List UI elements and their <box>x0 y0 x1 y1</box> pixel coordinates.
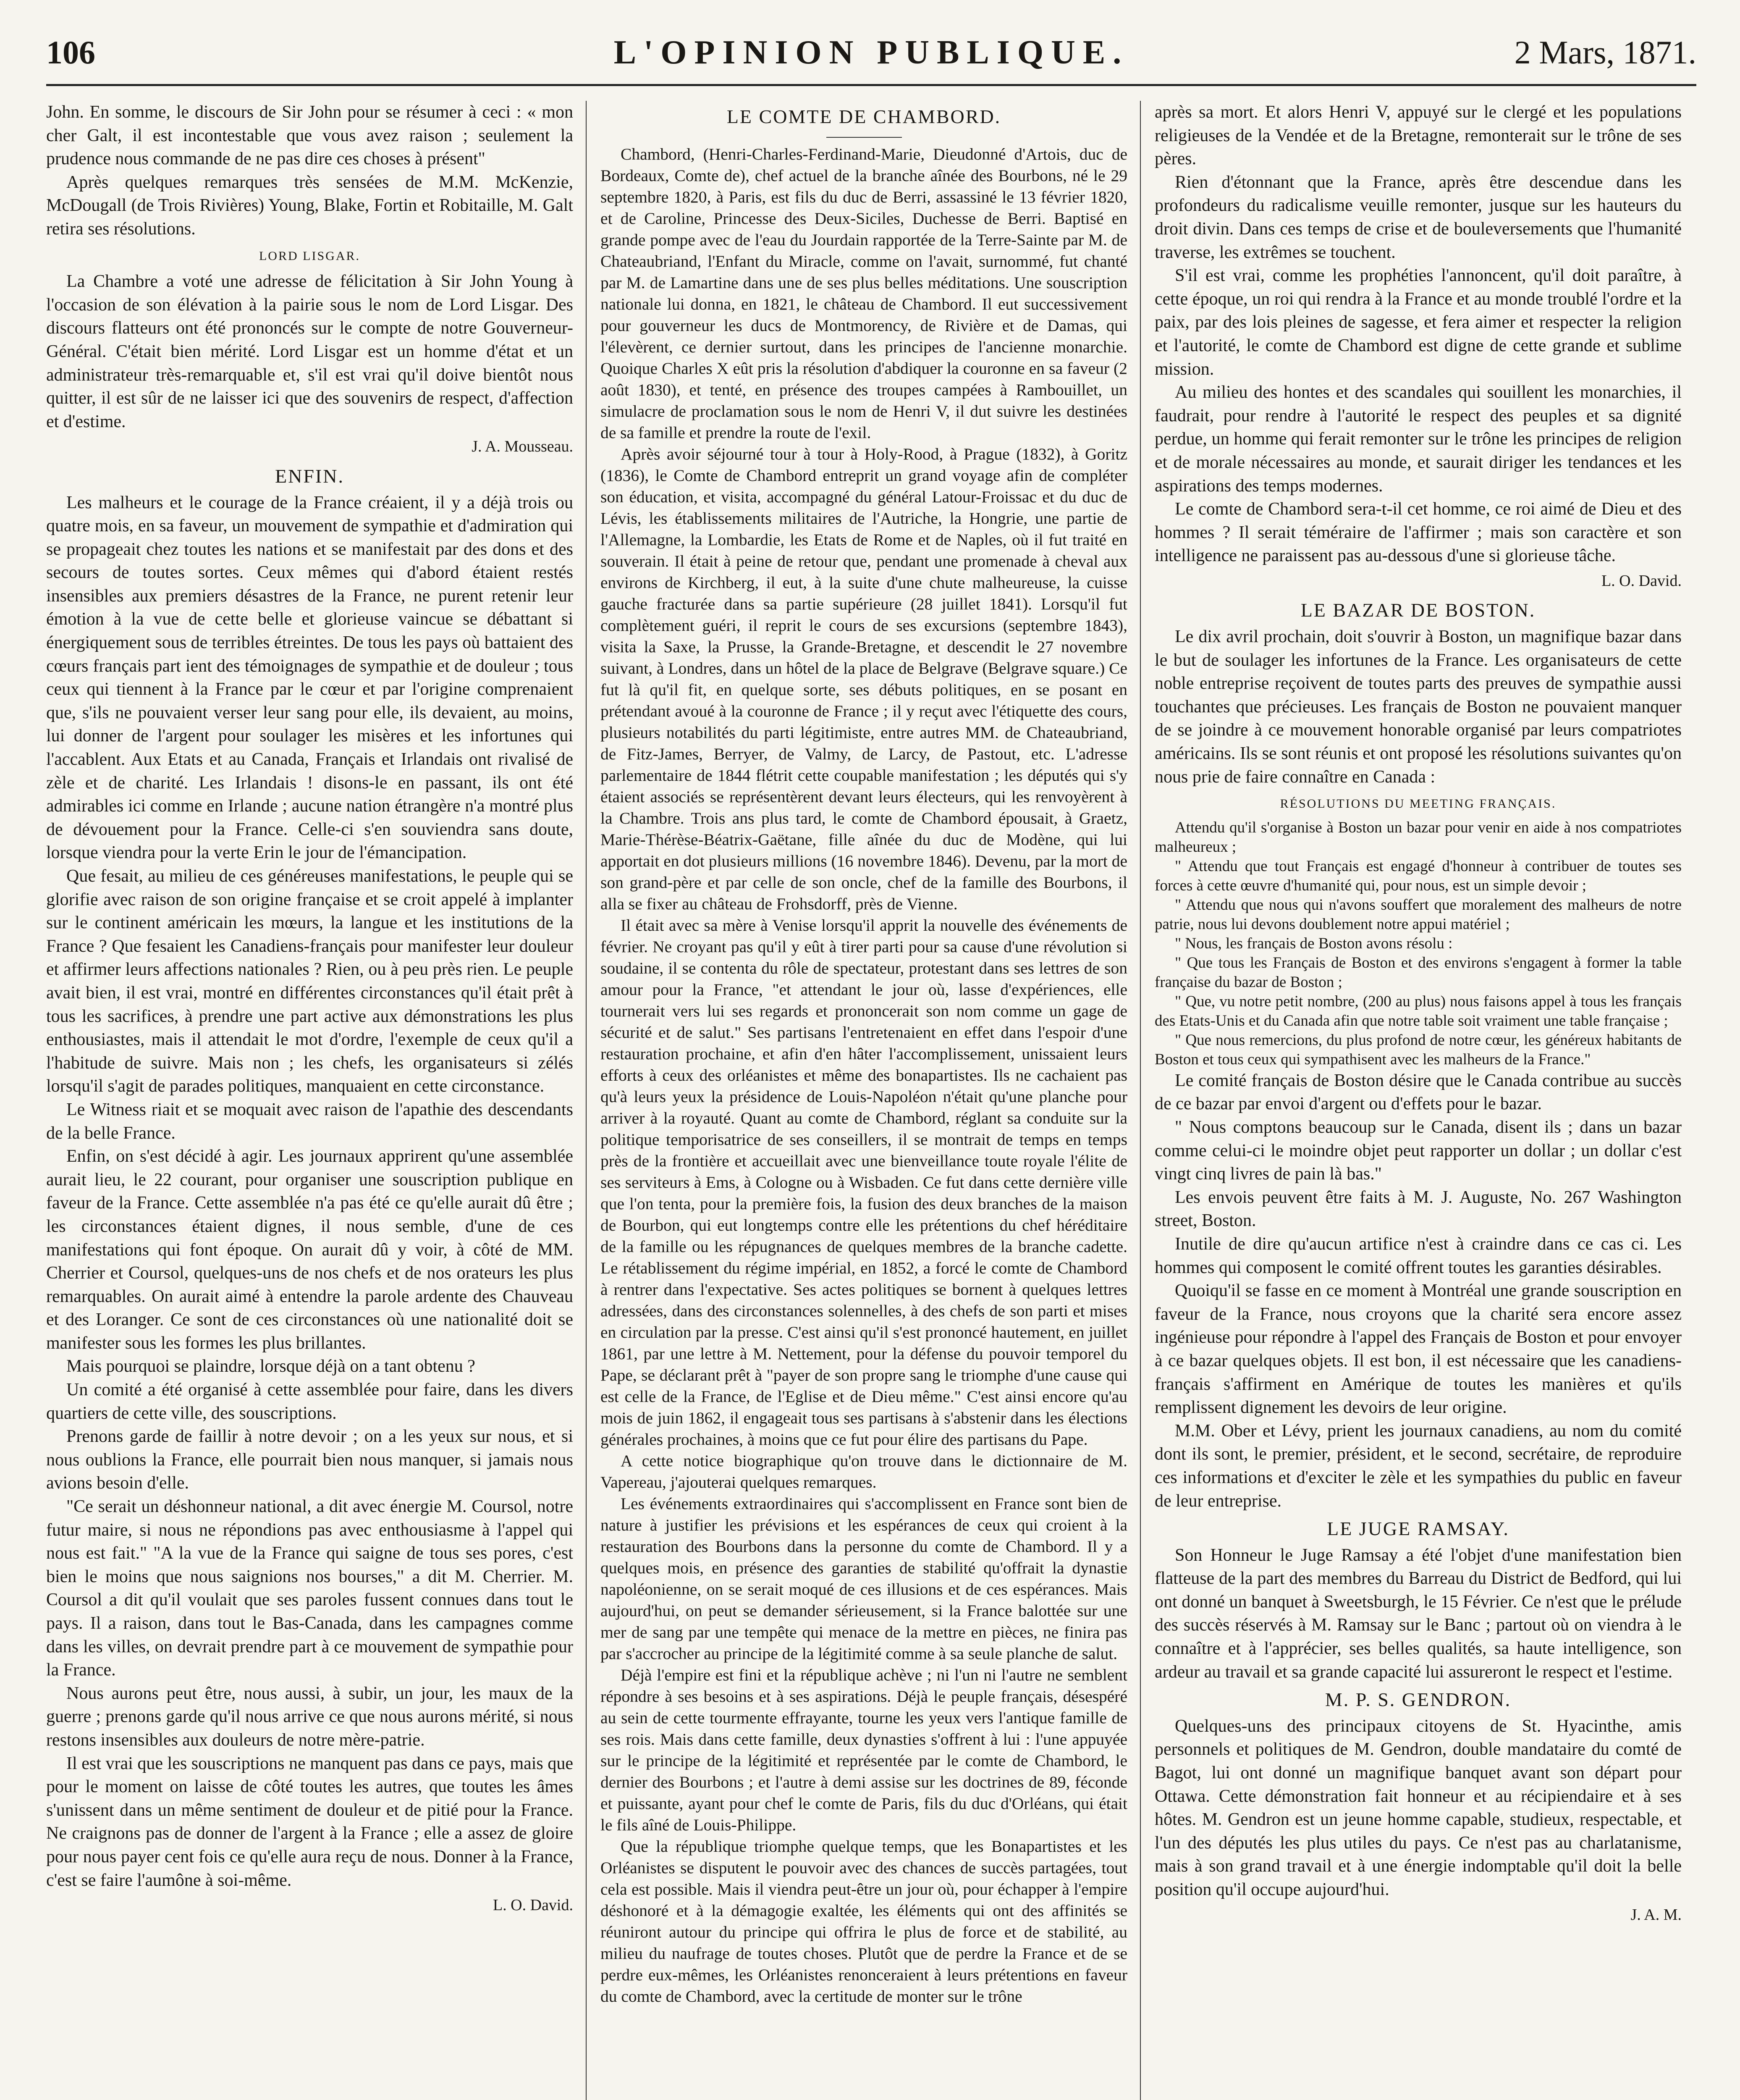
paragraph: Le dix avril prochain, doit s'ouvrir à Boston, un magnifique bazar dans le but de soulager les infortunes de la France. Les organisateurs de cette noble entreprise reçoivent de toutes parts des preuves de sympathie aussi touchantes que précieuses. Les français de Boston ne pouvaient manquer de se joindre à ce mouvement honorable organisé par leurs compatriotes américains. Ils se sont réunis et ont proposé les résolutions suivantes qu'on nous prie de faire connaître en Canada : <box>1155 627 1682 787</box>
resolution-item: " Que nous remercions, du plus profond de notre cœur, les généreux habitants de Boston et tous ceux qui sympathisent avec les malheurs de la France." <box>1155 1031 1682 1068</box>
paragraph: Mais pourquoi se plaindre, lorsque déjà on a tant obtenu ? <box>66 1357 475 1376</box>
paragraph: Il était avec sa mère à Venise lorsqu'il apprit la nouvelle des événements de février. Ne croyant pas qu'il y eût à tirer parti pour sa cause d'une révolution si soudaine, il se contenta du rôle de spectateur, protestant dans ses lettres de son amour pour la France, "et attendant le jour où, lasse d'expériences, elle tournerait vers lui ses regards et prononcerait son nom comme un gage de sécurité et de salut." Ses partisans l'entretenaient en effet dans l'espoir d'une restauration prochaine, et afin d'en hâter l'accomplissement, unissaient leurs efforts à ceux des orléanistes et même des bonapartistes. Ils ne cachaient pas qu'à leurs yeux la présidence de Louis-Napoléon n'était qu'une planche pour arriver à la royauté. Quant au comte de Chambord, réglant sa conduite sur la politique temporisatrice de ses conseillers, il se montrait de temps en temps près de la frontière et accueillait avec une bienveillance toute royale l'élite de ses serviteurs à Ems, à Cologne ou à Wisbaden. Ce fut dans cette dernière ville que l'on tenta, pour la première fois, la fusion des deux branches de la maison de Bourbon, qui eut longtemps contre elle les prétentions du chef héréditaire de la famille ou les répugnances de quelques membres de la branche cadette. Le rétablissement du régime impérial, en 1852, a forcé le comte de Chambord à rentrer dans l'expectative. Ses actes politiques se bornent à quelques lettres adressées, dans des circonstances solennelles, à des chefs de son parti et mises en circulation par la presse. C'est ainsi qu'il s'est prononcé hautement, en juillet 1861, par une lettre à M. Nettement, pour la défense du pouvoir temporel du Pape, se déclarant prêt à "payer de son propre sang le triomphe d'une cause qui est celle de la France, de l'Eglise et de Dieu même." C'est ainsi encore qu'au mois de juin 1862, il engageait tous ses partisans à s'abstenir dans les élections générales prochaines, à moins que ce fut pour élire des partisans du Pape. <box>600 916 1127 1449</box>
issue-date: 2 Mars, 1871. <box>1514 34 1696 71</box>
paragraph: Nous aurons peut être, nous aussi, à subir, un jour, les maux de la guerre ; prenons garde qu'il nous arrive ce que nous aurons mérité, si nous restons insensibles aux douleurs de notre mère-patrie. <box>46 1683 573 1750</box>
paragraph: Rien d'étonnant que la France, après être descendue dans les profondeurs du radicalisme veuille remonter, jusque sur les hauteurs du droit divin. Dans ces temps de crise et de bouleversements que l'humanité traverse, les extrêmes se touchent. <box>1155 172 1682 262</box>
section-subheading-resolutions: RÉSOLUTIONS DU MEETING FRANÇAIS. <box>1280 797 1557 811</box>
paragraph: Les malheurs et le courage de la France créaient, il y a déjà trois ou quatre mois, en sa faveur, un mouvement de sympathie et d'admiration qui se propageait chez toutes les nations et se manifestait par des dons et des secours de toutes sortes. Ceux mêmes qui d'abord étaient restés insensibles aux premiers désastres de la France, ne purent retenir leur émotion à la vue de cette belle et glorieuse vaincue se débattant si énergiquement sous de terribles étreintes. De tous les pays où battaient des cœurs français part ient des témoignages de sympathie et de douleur ; tous ceux qui tiennent à la France par le cœur et par l'origine comprenaient que, s'ils ne pouvaient verser leur sang pour elle, ils devaient, au moins, lui donner de l'argent pour soulager les misères et les infortunes qui l'accablent. Aux Etats et au Canada, Français et Irlandais ont rivalisé de zèle et de charité. Les Irlandais ! disons-le en passant, ils ont été admirables ici comme en Irlande ; aucune nation étrangère n'a montré plus de dévouement pour la France. Celle-ci s'en souviendra sans doute, lorsque viendra pour la verte Erin le jour de l'émancipation. <box>46 493 573 863</box>
paragraph: A cette notice biographique qu'on trouve dans le dictionnaire de M. Vapereau, j'ajouterai quelques remarques. <box>600 1451 1127 1491</box>
resolution-item: " Nous, les français de Boston avons résolu : <box>1175 934 1453 952</box>
column-divider <box>586 101 587 2100</box>
resolution-item: Attendu qu'il s'organise à Boston un bazar pour venir en aide à nos compatriotes malheureux ; <box>1155 819 1682 856</box>
section-heading-ramsay: LE JUGE RAMSAY. <box>1327 1518 1509 1540</box>
paragraph: "Ce serait un déshonneur national, a dit avec énergie M. Coursol, notre futur maire, si nous ne répondions pas avec enthousiasme à l'appel qui nous est fait." "A la vue de la France qui saigne de tous ses pores, c'est bien le moins que nous saignions nos bourses," a dit M. Cherrier. M. Coursol a dit qu'il voulait que ses paroles fussent connues dans tout le pays. Il a raison, dans tout le Bas-Canada, dans les campagnes comme dans les villes, on devrait prendre part à ce mouvement de sympathie pour la France. <box>46 1497 573 1680</box>
signature: L. O. David. <box>1601 572 1682 590</box>
resolution-item: " Attendu que nous qui n'avons souffert que moralement des malheurs de notre patrie, nous lui devons doublement notre appui matériel ; <box>1155 896 1682 933</box>
paragraph: Enfin, on s'est décidé à agir. Les journaux apprirent qu'une assemblée aurait lieu, le 22 courant, pour organiser une souscription publique en faveur de la France. Cette assemblée n'a pas été ce qu'elle aurait dû être ; les circonstances étaient dignes, il nous semble, d'une de ces manifestations qui font époque. On aurait dû y voir, à côté de MM. Cherrier et Coursol, quelques-uns de nos chefs et de nos orateurs les plus remarquables. On aurait aimé à entendre la parole ardente des Chauveau et des Loranger. Ce sont de ces circonstances où une nationalité doit se manifester sous les formes les plus brillantes. <box>46 1147 573 1353</box>
paragraph: Le comte de Chambord sera-t-il cet homme, ce roi aimé de Dieu et des hommes ? Il serait téméraire de l'affirmer ; mais son caractère et son intelligence ne paraissent pas au-dessous d'une si glorieuse tâche. <box>1155 499 1682 566</box>
paragraph: Prenons garde de faillir à notre devoir ; on a les yeux sur nous, et si nous oublions la France, elle pourrait bien nous manquer, si jamais nous avions besoin d'elle. <box>46 1427 573 1493</box>
paragraph: Il est vrai que les souscriptions ne manquent pas dans ce pays, mais que pour le moment on laisse de côté toutes les autres, que toutes les âmes s'unissent dans un même sentiment de douleur et de pitié pour la France. Ne craignons pas de donner de l'argent à la France ; elle a assez de gloire pour nous payer cent fois ce qu'elle aura reçu de nous. Donner à la France, c'est se faire l'aumône à soi-même. <box>46 1754 573 1890</box>
paragraph: Quoiqu'il se fasse en ce moment à Montréal une grande souscription en faveur de la France, nous croyons que la charité sera encore assez ingénieuse pour répondre à l'appel des Français de Boston et pour envoyer à ce bazar quelques objets. Il est bon, il est nécessaire que les canadiens-français s'affirment en Amérique de toutes les manières et qu'ils remplissent dignement les devoirs de leur origine. <box>1155 1281 1682 1418</box>
paragraph: Chambord, (Henri-Charles-Ferdinand-Marie, Dieudonné d'Artois, duc de Bordeaux, Comte de), chef actuel de la branche aînée des Bourbons, né le 29 septembre 1820, à Paris, est fils du duc de Berri, assassiné le 13 février 1820, et de Caroline, Princesse des Deux-Siciles, Duchesse de Berri. Baptisé en grande pompe avec de l'eau du Jourdain rapportée de la Terre-Sainte par M. de Chateaubriand, l'Enfant du Miracle, comme on l'avait, surnommé, fut chanté par M. de Lamartine dans une de ses plus belles méditations. Une souscription nationale lui donna, en 1821, le château de Chambord. Il eut successivement pour gouverneur les ducs de Montmorency, de Rivière et de Damas, qui l'élevèrent, ce dernier surtout, dans les principes de l'ancienne monarchie. Quoique Charles X eût pris la résolution d'abdiquer la couronne en sa faveur (2 août 1830), et tenté, en présence des troupes campées à Rambouillet, un simulacre de proclamation sous le nom de Henri V, il dut suivre les destinées de sa famille et prendre la route de l'exil. <box>600 144 1127 442</box>
publication-title: L'OPINION PUBLIQUE. <box>613 34 1129 71</box>
paragraph: S'il est vrai, comme les prophéties l'annoncent, qu'il doit paraître, à cette époque, un roi qui rendra à la France et au monde troublé l'ordre et la paix, par des lois pleines de sagesse, et fera aimer et respecter la religion et l'autorité, le comte de Chambord est digne de cette grande et sublime mission. <box>1155 266 1682 379</box>
paragraph: " Nous comptons beaucoup sur le Canada, disent ils ; dans un bazar comme celui-ci le moindre objet peut rapporter un dollar ; un dollar c'est vingt cinq livres de pain là bas." <box>1155 1118 1682 1184</box>
paragraph: Après quelques remarques très sensées de M.M. McKenzie, McDougall (de Trois Rivières) Young, Blake, Fortin et Robitaille, M. Galt retira ses résolutions. <box>46 172 573 239</box>
heading-rule <box>826 137 902 138</box>
paragraph: Le Witness riait et se moquait avec raison de l'apathie des descendants de la belle France. <box>46 1100 573 1143</box>
resolution-item: " Que tous les Français de Boston et des environs s'engagent à former la table française du bazar de Boston ; <box>1155 954 1682 991</box>
header-rule <box>46 84 1696 86</box>
paragraph: Les envois peuvent être faits à M. J. Auguste, No. 267 Washington street, Boston. <box>1155 1187 1682 1231</box>
paragraph: M.M. Ober et Lévy, prient les journaux canadiens, au nom du comité dont ils sont, le premier, président, et le second, secrétaire, de reproduire ces informations et d'exciter le zèle et les sympathies du public en faveur de leur entreprise. <box>1155 1421 1682 1511</box>
paragraph: Après avoir séjourné tour à tour à Holy-Rood, à Prague (1832), à Goritz (1836), le Comte de Chambord entreprit un grand voyage afin de compléter son éducation, et visita, accompagné du général Latour-Froissac et du duc de Lévis, les établissements militaires de l'Autriche, la Hongrie, une partie de l'Allemagne, la Lombardie, les Etats de Rome et de Naples, où il fut traité en souverain. Il était à peine de retour que, pendant une promenade à cheval aux environs de Kirchberg, il eut, à la suite d'une chute malheureuse, la cuisse gauche fracturée dans sa partie supérieure (28 juillet 1841). Lorsqu'il fut complètement guéri, il reprit le cours de ses excursions (septembre 1843), visita la Saxe, la Prusse, la Grande-Bretagne, et descendit le 27 novembre suivant, à Londres, dans un hôtel de la place de Belgrave (Belgrave square.) Ce fut là qu'il fit, en quelque sorte, ses débuts politiques, en se posant en prétendant avoué à la couronne de France ; il y reçut avec l'étiquette des cours, plusieurs notabilités du parti légitimiste, entre autres MM. de Chateaubriand, de Fitz-James, Berryer, de Valmy, de Larcy, de Pastout, etc. L'adresse parlementaire de 1844 flétrit cette coupable manifestation ; les députés qui s'y étaient associés se représentèrent devant leurs électeurs, qui les renvoyèrent à la Chambre. Trois ans plus tard, le comte de Chambord épousait, à Graetz, Marie-Thérèse-Béatrix-Gaëtane, fille aînée du duc de Modène, qui lui apportait en dot plusieurs millions (16 novembre 1846). Devenu, par la mort de son grand-père et par celle de son oncle, chef de la famille des Bourbons, il alla se fixer au château de Frohsdorff, près de Vienne. <box>600 444 1127 913</box>
paragraph: après sa mort. Et alors Henri V, appuyé sur le clergé et les populations religieuses de la Vendée et de la Bretagne, remonterait sur le trône de ses pères. <box>1155 102 1682 169</box>
section-heading-gendron: M. P. S. GENDRON. <box>1325 1689 1512 1711</box>
resolution-item: " Attendu que tout Français est engagé d'honneur à contribuer de toutes ses forces à cette œuvre d'humanité qui, pour nous, est un simple devoir ; <box>1155 857 1682 894</box>
signature: L. O. David. <box>493 1896 573 1914</box>
paragraph: Au milieu des hontes et des scandales qui souillent les monarchies, il faudrait, pour rendre à l'autorité le respect des peuples et sa dignité perdue, un homme qui ferait remonter sur le trône les principes de religion et de morale nécessaires au monde, et saurait diriger les tendances et les aspirations des temps modernes. <box>1155 383 1682 496</box>
section-heading-bazar: LE BAZAR DE BOSTON. <box>1300 599 1536 621</box>
signature: J. A. Mousseau. <box>472 438 573 456</box>
resolutions-block <box>1155 818 1682 1069</box>
page-header <box>46 34 1696 71</box>
paragraph: John. En somme, le discours de Sir John pour se résumer à ceci : « mon cher Galt, il est incontestable que vous avez raison ; seulement la prudence nous commande de ne pas dire ces choses à présent" <box>46 102 573 169</box>
section-heading-lisgar: LORD LISGAR. <box>259 249 360 263</box>
column-1 <box>46 101 573 2100</box>
column-divider <box>1140 101 1141 2100</box>
paragraph: Quelques-uns des principaux citoyens de St. Hyacinthe, amis personnels et politiques de M. Gendron, double mandataire du comté de Bagot, lui ont donné un magnifique banquet avant son départ pour Ottawa. Cette démonstration fait honneur et au récipiendaire et à ses hôtes. M. Gendron est un jeune homme capable, studieux, respectable, et l'un des députés les plus utiles du pays. Ce n'est pas au charlatanisme, mais à son grand travail et à une énergie indomptable qu'il doit la belle position qu'il occupe aujourd'hui. <box>1155 1716 1682 1899</box>
section-heading-chambord: LE COMTE DE CHAMBORD. <box>726 106 1001 127</box>
paragraph: Inutile de dire qu'aucun artifice n'est à craindre dans ce cas ci. Les hommes qui composent le comité offrent toutes les garanties désirables. <box>1155 1234 1682 1277</box>
paragraph: Les événements extraordinaires qui s'accomplissent en France sont bien de nature à justifier les prévisions et les espérances de ceux qui croient à la restauration des Bourbons dans la personne du comte de Chambord. Il y a quelques mois, en présence des garanties de stabilité qu'offrait la dynastie napoléonienne, on se serait moqué de ces illusions et de ces espérances. Mais aujourd'hui, on peut se demander sérieusement, si la France balottée sur une mer de sang par une tempête qui menace de la mettre en pièces, ne finira pas par s'accrocher au principe de la légitimité comme à sa seule planche de salut. <box>600 1494 1127 1663</box>
section-heading-enfin: ENFIN. <box>275 465 344 487</box>
paragraph: Que fesait, au milieu de ces généreuses manifestations, le peuple qui se glorifie avec raison de son origine française et se croit appelé à implanter sur le continent américain les mœurs, la langue et les institutions de la France ? Que fesaient les Canadiens-français pour manifester leur douleur et affirmer leurs affections nationales ? Rien, ou à peu près rien. Le peuple avait bien, il est vrai, montré en différentes circonstances qu'il était prêt à tous les sacrifices, à prendre une part active aux démonstrations les plus enthousiastes, mais il attendait le mot d'ordre, l'exemple de ceux qu'il a l'habitude de suivre. Mais non ; les chefs, les organisateurs si zélés lorsqu'il s'agit de parades politiques, manquaient en cette circonstance. <box>46 866 573 1096</box>
paragraph: Un comité a été organisé à cette assemblée pour faire, dans les divers quartiers de cette ville, des souscriptions. <box>46 1380 573 1423</box>
page-number: 106 <box>46 34 95 71</box>
paragraph: Que la république triomphe quelque temps, que les Bonapartistes et les Orléanistes se disputent le pouvoir avec des chances de succès partagées, tout cela est possible. Mais il viendra peut-être un jour où, pour échapper à l'empire déshonoré et à la démagogie exaltée, les éléments qui ont des affinités se réuniront autour du principe qui offrira le plus de force et de stabilité, au milieu du naufrage de toutes choses. Plutôt que de perdre la France et de se perdre eux-mêmes, les Orléanistes renonceraient à leurs prétentions en faveur du comte de Chambord, avec la certitude de monter sur le trône <box>600 1837 1127 2006</box>
paragraph: La Chambre a voté une adresse de félicitation à Sir John Young à l'occasion de son élévation à la pairie sous le nom de Lord Lisgar. Des discours flatteurs ont été prononcés sur le compte de notre Gouverneur-Général. C'était bien mérité. Lord Lisgar est un homme d'état et un administrateur très-remarquable et, s'il est vrai qu'il doive bientôt nous quitter, il est sûr de ne laisser ici que des souvenirs de respect, d'affection et d'estime. <box>46 272 573 431</box>
column-3 <box>1155 101 1682 2100</box>
paragraph: Déjà l'empire est fini et la république achève ; ni l'un ni l'autre ne semblent répondre à ses besoins et à ses aspirations. Déjà le peuple français, désespéré au sein de cette tourmente effrayante, tourne les yeux vers l'antique famille de ses rois. Mais dans cette famille, deux dynasties s'offrent à lui : l'une appuyée sur le principe de la légitimité et représentée par le comte de Chambord, le dernier des Bourbons ; et l'autre à demi assise sur les doctrines de 89, féconde et puissante, ayant pour chef le comte de Paris, fils du duc d'Orléans, qui était le fils aîné de Louis-Philippe. <box>600 1665 1127 1834</box>
column-2 <box>600 101 1127 2100</box>
resolution-item: " Que, vu notre petit nombre, (200 au plus) nous faisons appel à tous les français des Etats-Unis et du Canada afin que notre table soit vraiment une table française ; <box>1155 992 1682 1029</box>
paragraph: Le comité français de Boston désire que le Canada contribue au succès de ce bazar par envoi d'argent ou d'effets pour le bazar. <box>1155 1071 1682 1114</box>
signature: J. A. M. <box>1630 1906 1682 1924</box>
paragraph: Son Honneur le Juge Ramsay a été l'objet d'une manifestation bien flatteuse de la part des membres du Barreau du District de Bedford, qui lui ont donné un banquet à Sweetsburgh, le 15 Février. Ce n'est que le prélude des succès réservés à M. Ramsay sur le Banc ; partout où on viendra à le connaître et à l'apprécier, ses belles qualités, sa haute intelligence, son ardeur au travail et sa grande capacité lui assureront le respect et l'estime. <box>1155 1545 1682 1682</box>
